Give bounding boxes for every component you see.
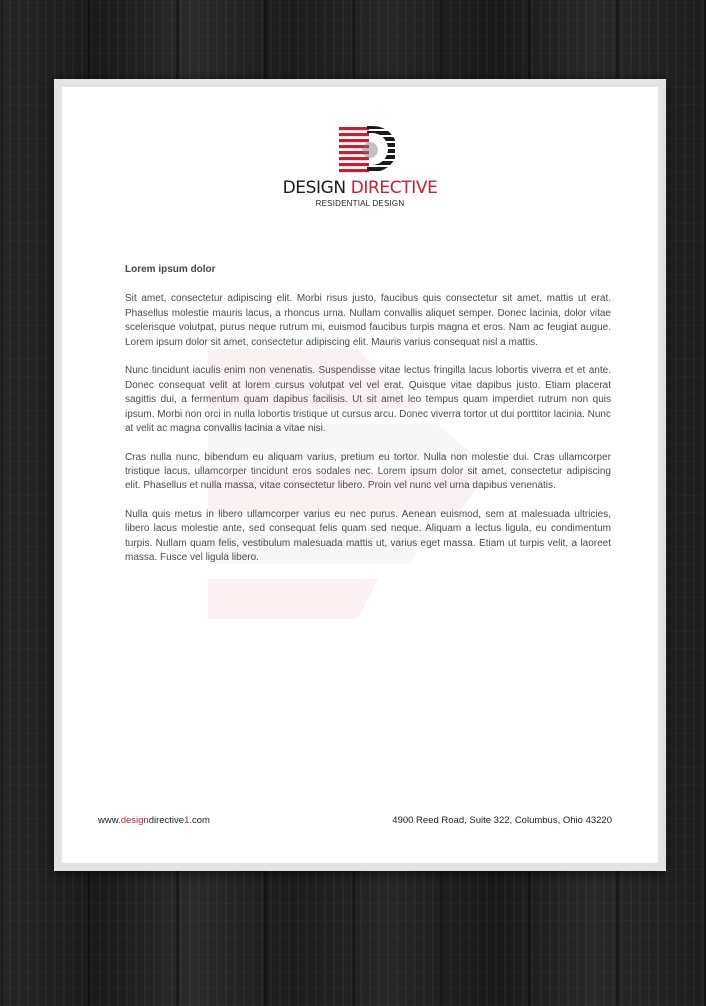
- website-suffix: .com: [189, 815, 210, 826]
- brand-name-part1: DESIGN: [282, 178, 346, 198]
- letter-paragraph: Nulla quis metus in libero ullamcorper varius eu nec purus. Aenean euismod, sem at malesuada ultricies, libero lacus molestie ante, sed consequat felis quam sed neque. Aliquam a lectus ligula, eu condimentum turpis. Nullam quam felis, vestibulum malesuada mattis ut, varius eget massa. Etiam ut turpis velit, a laoreet massa. Fusce vel ligula libero.: [125, 508, 611, 564]
- letter-paragraph: Sit amet, consectetur adipiscing elit. Morbi risus justo, faucibus quis consectetur sit amet, mattis ut erat. Phasellus molestie mauris lacus, a rhoncus urna. Nullam convallis aliquet semper. Donec lacinia, dolor vitae scelerisque volutpat, purus neque rutrum mi, euismod faucibus turpis magna et eros. Nam ac feugiat augue. Lorem ipsum dolor sit amet, consectetur adipiscing elit. Mauris varius consequat nisl a mattis.: [125, 293, 611, 348]
- letter-paragraph: Nunc tincidunt iaculis enim non venenatis. Suspendisse vitae lectus fringilla lacus lobortis viverra et et ante. Donec consequat velit at lorem cursus volutpat vel vel erat. Quisque vitae dapibus justo. Etiam placerat sagittis dui, a fermentum quam dapibus facilisis. Ut sit amet leo tempus quam imperdiet rutrum non quis ipsum. Morbi non orci in nulla lobortis tristique ut cursus arcu. Donec viverra tortor ut dui porttitor lacinia. Nunc at velit ac magna convallis lacinia a vitae nisi.: [125, 365, 611, 435]
- footer-address: 4900 Reed Road, Suite 322, Columbus, Ohio 43220: [392, 815, 612, 826]
- letter-heading: Lorem ipsum dolor: [125, 264, 216, 275]
- letterhead-sheet-frame: [54, 79, 666, 871]
- letter-body: [125, 263, 611, 580]
- footer-website: [98, 815, 210, 826]
- website-num: 1: [184, 815, 190, 826]
- letter-paragraph: Cras nulla nunc, bibendum eu aliquam varius, pretium eu tortor. Nulla non molestie dui. Cras ullamcorper tristique lacus, ullamcorper tincidunt eros sodales nec. Lorem ipsum dolor sit amet, consectetur adipiscing elit. Phasellus et nulla massa, vitae consectetur libero. Proin vel nunc vel urna dapibus venenatis.: [125, 451, 611, 492]
- striped-letter-d-logo-icon: [339, 124, 395, 174]
- website-prefix: www.: [98, 815, 121, 826]
- brand-name-part2: DIRECTIVE: [350, 178, 438, 198]
- brand-tagline: RESIDENTIAL DESIGN: [315, 199, 405, 208]
- letterhead-sheet: [62, 87, 658, 863]
- brand-title: [232, 178, 488, 198]
- website-mid: directive: [148, 815, 185, 826]
- website-brand: design: [120, 815, 149, 826]
